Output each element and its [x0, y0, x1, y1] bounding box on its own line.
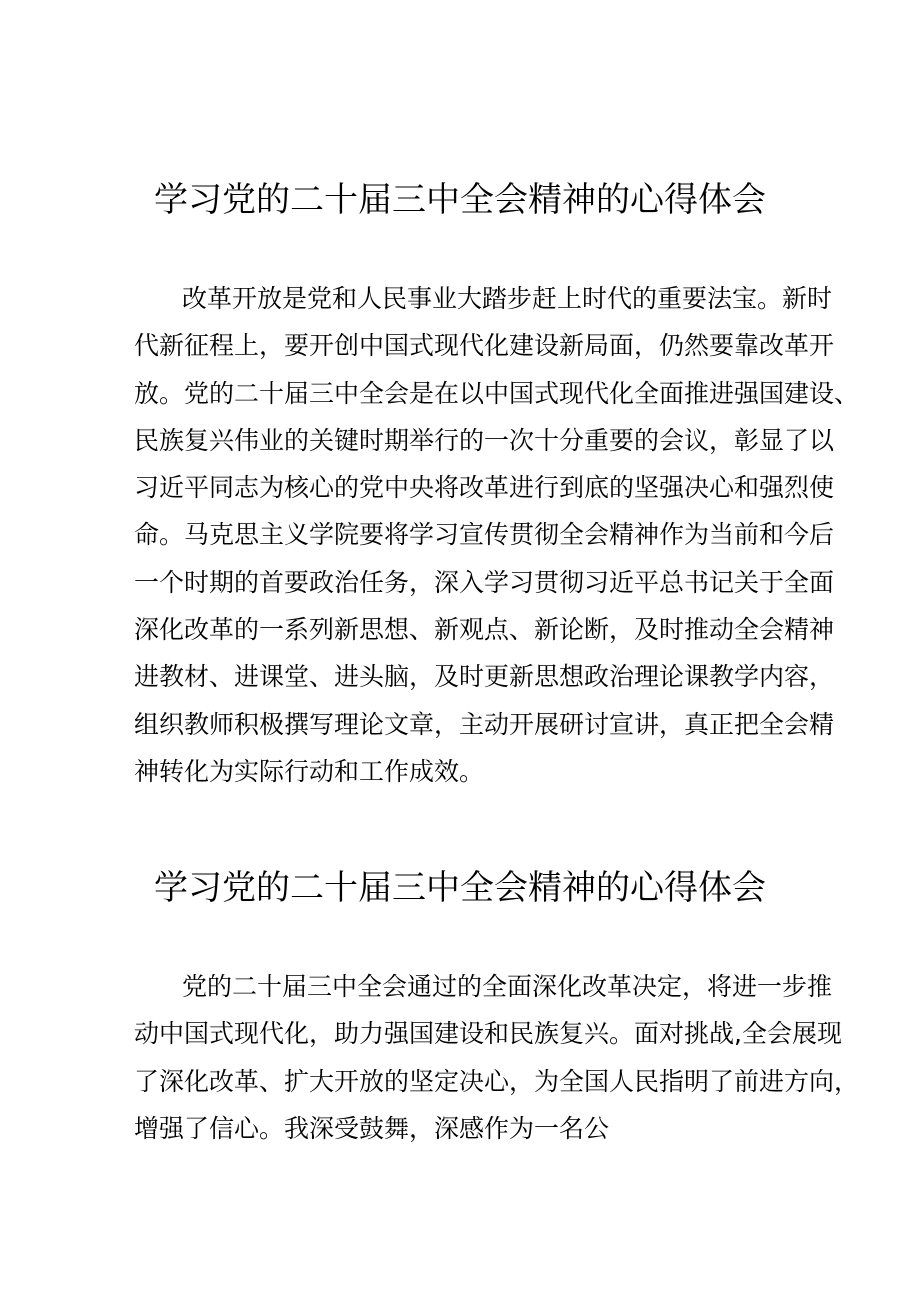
paragraph-line: 组织教师积极撰写理论文章，主动开展研讨宣讲，真正把全会精 [134, 709, 835, 739]
paragraph-line: 增强了信心。我深受鼓舞，深感作为一名公 [134, 1113, 610, 1143]
paragraph-line: 进教材、进课堂、进头脑，及时更新思想政治理论课教学内容， [134, 662, 835, 692]
paragraph-line: 动中国式现代化，助力强国建设和民族复兴。面对挑战,全会展现 [134, 1019, 842, 1049]
section-title: 学习党的二十届三中全会精神的心得体会 [154, 180, 766, 220]
paragraph-line: 了深化改革、扩大开放的坚定决心，为全国人民指明了前进方向， [134, 1066, 860, 1096]
paragraph-line: 命。马克思主义学院要将学习宣传贯彻全会精神作为当前和今后 [134, 520, 835, 550]
paragraph-line: 深化改革的一系列新思想、新观点、新论断，及时推动全会精神 [134, 615, 835, 645]
paragraph-line: 习近平同志为核心的党中央将改革进行到底的坚强决心和强烈使 [134, 473, 835, 503]
paragraph-line: 党的二十届三中全会通过的全面深化改革决定，将进一步推 [182, 972, 833, 1001]
paragraph-line: 民族复兴伟业的关键时期举行的一次十分重要的会议，彰显了以 [134, 425, 835, 455]
paragraph-line: 改革开放是党和人民事业大踏步赶上时代的重要法宝。新时 [182, 284, 833, 313]
section-paragraph [134, 275, 860, 795]
paragraph-line: 神转化为实际行动和工作成效。 [134, 756, 485, 786]
paragraph-line: 一个时期的首要政治任务，深入学习贯彻习近平总书记关于全面 [134, 567, 835, 597]
paragraph-line: 代新征程上，要开创中国式现代化建设新局面，仍然要靠改革开 [134, 331, 835, 361]
section-title: 学习党的二十届三中全会精神的心得体会 [154, 868, 766, 908]
section-paragraph [134, 963, 860, 1152]
paragraph-line: 放。党的二十届三中全会是在以中国式现代化全面推进强国建设、 [134, 378, 860, 408]
